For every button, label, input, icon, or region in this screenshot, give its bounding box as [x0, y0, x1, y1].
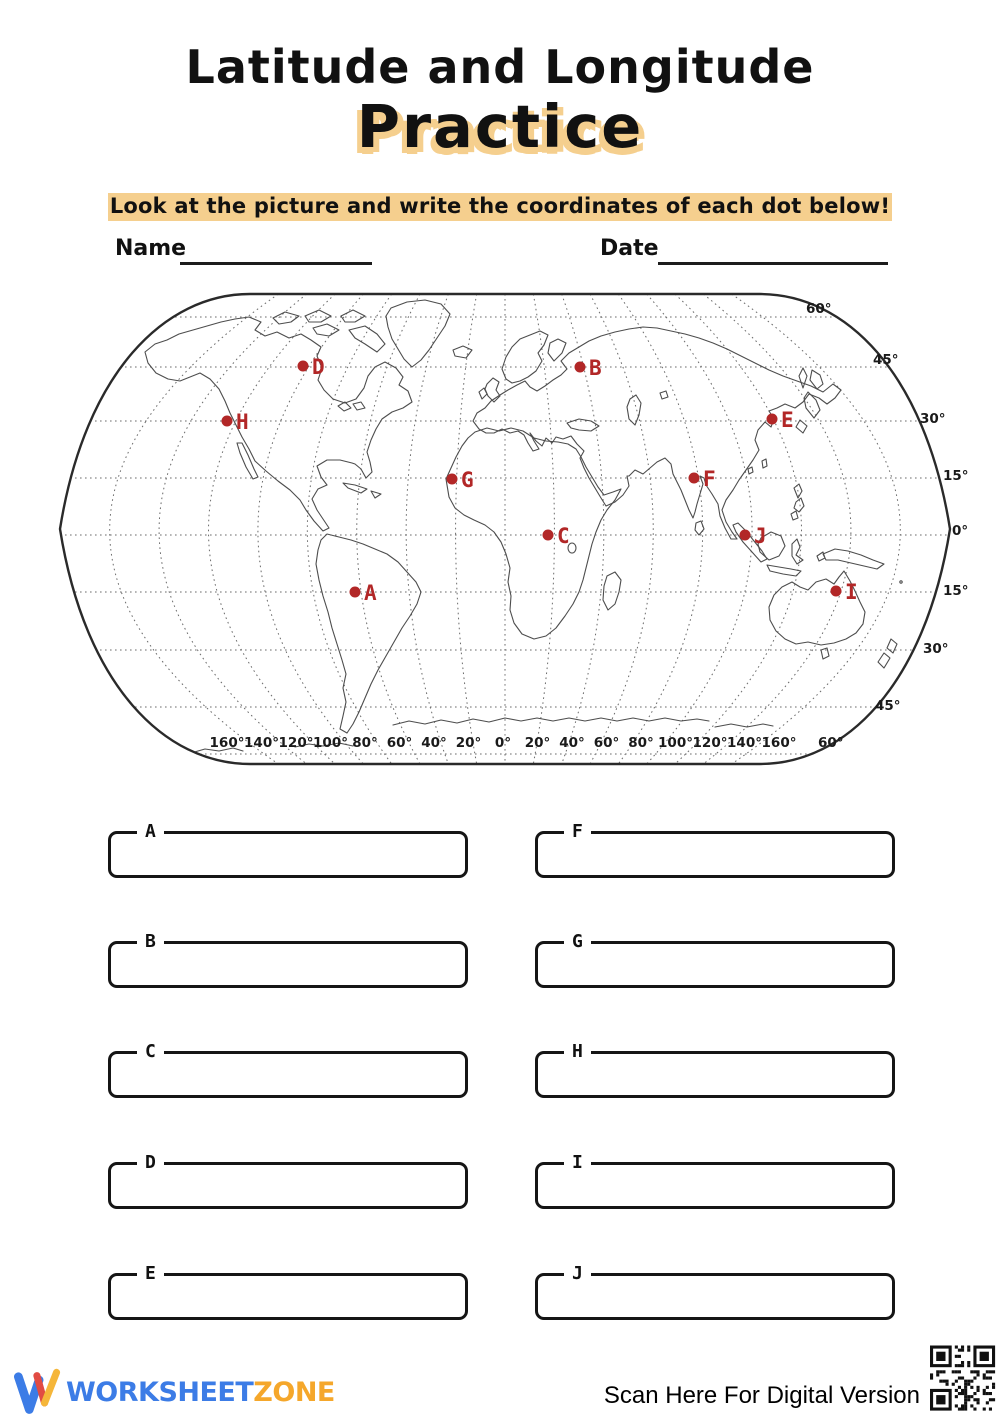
brand-w-icon — [14, 1368, 62, 1416]
answer-box-c[interactable] — [108, 1041, 468, 1098]
longitude-label: 120° — [278, 735, 314, 751]
answer-box-label: C — [137, 1041, 164, 1062]
answer-box-label: B — [137, 931, 164, 952]
answer-box-i[interactable] — [535, 1152, 895, 1209]
world-map — [55, 292, 985, 770]
name-label: Name — [115, 236, 187, 261]
longitude-label: 60° — [593, 735, 620, 751]
arctic-islands — [273, 310, 385, 352]
latitude-label: 60° — [806, 301, 832, 317]
answer-box-h[interactable] — [535, 1041, 895, 1098]
taiwan-hainan — [748, 459, 767, 474]
map-point-F — [689, 467, 716, 491]
new-zealand — [878, 639, 897, 668]
page-title: Latitude and Longitude — [185, 40, 815, 94]
longitude-label: 100° — [313, 735, 348, 751]
new-guinea — [817, 549, 884, 569]
aral-sea — [660, 391, 668, 399]
scandinavia-outline — [502, 331, 548, 383]
map-point-E — [767, 408, 794, 432]
latitude-label: 15° — [943, 583, 969, 599]
caspian-sea — [627, 395, 641, 425]
finland-outline — [548, 339, 566, 361]
longitude-label: 100° — [658, 735, 693, 751]
longitude-label: 160° — [761, 735, 797, 751]
brand-logo — [14, 1368, 335, 1416]
answer-box-label: F — [564, 821, 591, 842]
map-graticule — [55, 294, 985, 764]
instruction-text: Look at the picture and write the coordinates of each dot below! — [109, 194, 891, 218]
british-isles — [479, 378, 500, 402]
longitude-label: 140° — [244, 735, 279, 751]
answer-box-label: G — [564, 931, 591, 952]
latitude-label: 30° — [920, 411, 946, 427]
iceland-outline — [453, 346, 472, 358]
brand-name: WORKSHEETZONE — [66, 1376, 335, 1408]
longitude-label: 40° — [559, 735, 585, 751]
longitude-label: 80° — [628, 735, 654, 751]
sulawesi — [792, 539, 803, 564]
great-lakes — [338, 402, 365, 411]
longitude-label: 140° — [727, 735, 762, 751]
map-point-G — [447, 468, 474, 492]
answer-box-label: I — [564, 1152, 591, 1173]
longitude-label: 40° — [421, 735, 447, 751]
latitude-label: 0° — [952, 523, 969, 539]
answer-box-e[interactable] — [108, 1263, 468, 1320]
philippines — [791, 484, 804, 520]
caribbean-islands — [343, 483, 381, 498]
latitude-labels — [806, 301, 969, 751]
answer-box-g[interactable] — [535, 931, 895, 988]
answer-box-label: J — [564, 1263, 591, 1284]
map-point-C — [543, 524, 570, 548]
map-point-H — [222, 410, 249, 434]
longitude-label: 60° — [386, 735, 413, 751]
africa-outline — [446, 428, 621, 639]
instruction-banner — [108, 193, 892, 221]
page-subtitle: Practice — [356, 92, 644, 161]
date-input-line[interactable] — [658, 262, 888, 265]
sri-lanka — [695, 521, 704, 535]
svg-text:J: J — [754, 524, 767, 548]
latitude-label: 60° — [818, 735, 844, 751]
latitude-label: 15° — [943, 468, 969, 484]
name-field — [115, 236, 186, 266]
pacific-islet — [900, 581, 902, 583]
map-point-B — [575, 356, 602, 380]
svg-text:C: C — [557, 524, 570, 548]
answer-box-label: E — [137, 1263, 164, 1284]
map-point-D — [298, 355, 325, 379]
madagascar-outline — [603, 572, 621, 610]
longitude-label: 20° — [524, 735, 551, 751]
answer-box-label: H — [564, 1041, 591, 1062]
svg-text:F: F — [703, 467, 716, 491]
answer-box-label: D — [137, 1152, 164, 1173]
longitude-label: 20° — [455, 735, 482, 751]
qr-code — [927, 1342, 998, 1414]
longitude-label: 160° — [209, 735, 245, 751]
java — [767, 565, 801, 576]
date-label: Date — [600, 236, 659, 261]
japan-islands — [796, 368, 823, 433]
latitude-label: 45° — [873, 352, 899, 368]
map-point-A — [350, 581, 378, 605]
longitude-label: 0° — [494, 735, 512, 751]
answer-box-b[interactable] — [108, 931, 468, 988]
greenland-outline — [386, 300, 450, 367]
latitude-label: 45° — [875, 698, 901, 714]
date-field — [600, 236, 659, 266]
svg-text:D: D — [312, 355, 325, 379]
answer-box-f[interactable] — [535, 821, 895, 878]
eurasia-outline — [473, 327, 841, 539]
continent-outlines — [145, 300, 902, 753]
longitude-labels — [210, 735, 797, 751]
scan-text: Scan Here For Digital Version — [603, 1382, 920, 1409]
map-point-J — [740, 524, 767, 548]
answer-box-label: A — [137, 821, 164, 842]
answer-box-j[interactable] — [535, 1263, 895, 1320]
svg-text:B: B — [589, 356, 602, 380]
longitude-label: 120° — [692, 735, 728, 751]
name-input-line[interactable] — [180, 262, 372, 265]
latitude-label: 30° — [923, 641, 949, 657]
svg-text:A: A — [364, 581, 377, 605]
svg-text:G: G — [461, 468, 474, 492]
answer-box-d[interactable] — [108, 1152, 468, 1209]
svg-text:I: I — [845, 580, 858, 604]
svg-text:E: E — [781, 408, 794, 432]
answer-box-a[interactable] — [108, 821, 468, 878]
svg-text:H: H — [236, 410, 249, 434]
longitude-label: 80° — [352, 735, 378, 751]
